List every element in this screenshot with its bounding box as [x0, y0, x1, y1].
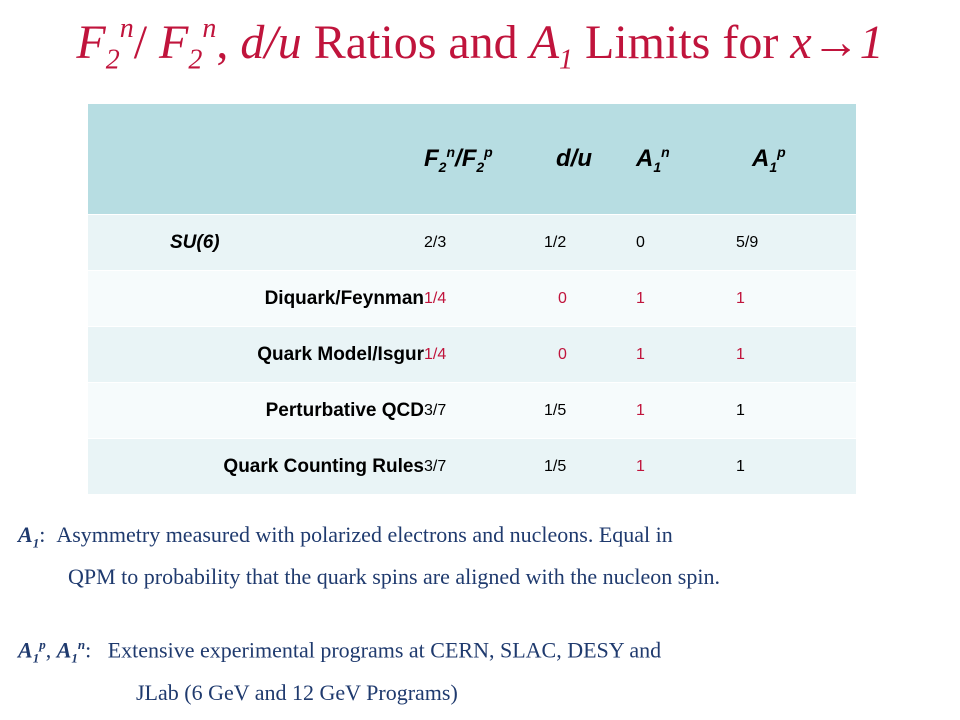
cell-f2-ratio: 2/3	[424, 215, 544, 271]
cell-a1p: 5/9	[736, 215, 856, 271]
header-empty-cell	[88, 104, 424, 215]
note-a1pn-line2: JLab (6 GeV and 12 GeV Programs)	[136, 680, 458, 706]
cell-du: 1/5	[544, 383, 636, 439]
cell-a1n: 0	[636, 215, 736, 271]
cell-a1p: 1	[736, 327, 856, 383]
cell-a1n: 1	[636, 327, 736, 383]
cell-du: 1/2	[544, 215, 636, 271]
row-label: Quark Model/Isgur	[88, 327, 424, 383]
note-a1-line2: QPM to probability that the quark spins are aligned with the nucleon spin.	[68, 564, 720, 590]
page-title: $F_2^n/$ $F_2^n$, d/u Ratios and $A_1$ Limits for x→1	[76, 13, 884, 76]
cell-a1p: 1	[736, 439, 856, 495]
header-a1p: $A_1^p$	[736, 104, 856, 215]
cell-f2-ratio: 1/4	[424, 271, 544, 327]
note-a1pn-line1: $A_1^p$, $A_1^n$: Extensive experimental programs at CERN, SLAC, DESY and	[18, 637, 662, 667]
cell-a1n: 1	[636, 271, 736, 327]
row-label: Quark Counting Rules	[88, 439, 424, 495]
table-header-row	[88, 104, 856, 215]
header-du: d/u	[544, 104, 636, 215]
cell-f2-ratio: 3/7	[424, 439, 544, 495]
header-a1n: $A_1^n$	[636, 104, 736, 215]
limits-table	[88, 104, 856, 494]
cell-a1p: 1	[736, 271, 856, 327]
table-row	[88, 271, 856, 327]
table-row	[88, 383, 856, 439]
row-label: Diquark/Feynman	[88, 271, 424, 327]
cell-a1p: 1	[736, 383, 856, 439]
table-row	[88, 439, 856, 495]
cell-du: 1/5	[544, 439, 636, 495]
row-label: SU(6)	[88, 215, 424, 271]
cell-a1n: 1	[636, 439, 736, 495]
note-spacer	[18, 594, 948, 628]
cell-du: 0	[544, 271, 636, 327]
note-a1-line1: $A_1$: Asymmetry measured with polarized electrons and nucleons. Equal in	[18, 522, 673, 551]
header-f2-ratio: $F_2^n/F_2^p$	[424, 104, 544, 215]
cell-du: 0	[544, 327, 636, 383]
notes-section	[18, 518, 948, 710]
cell-f2-ratio: 3/7	[424, 383, 544, 439]
table-row	[88, 215, 856, 271]
cell-f2-ratio: 1/4	[424, 327, 544, 383]
table-row	[88, 327, 856, 383]
row-label: Perturbative QCD	[88, 383, 424, 439]
cell-a1n: 1	[636, 383, 736, 439]
